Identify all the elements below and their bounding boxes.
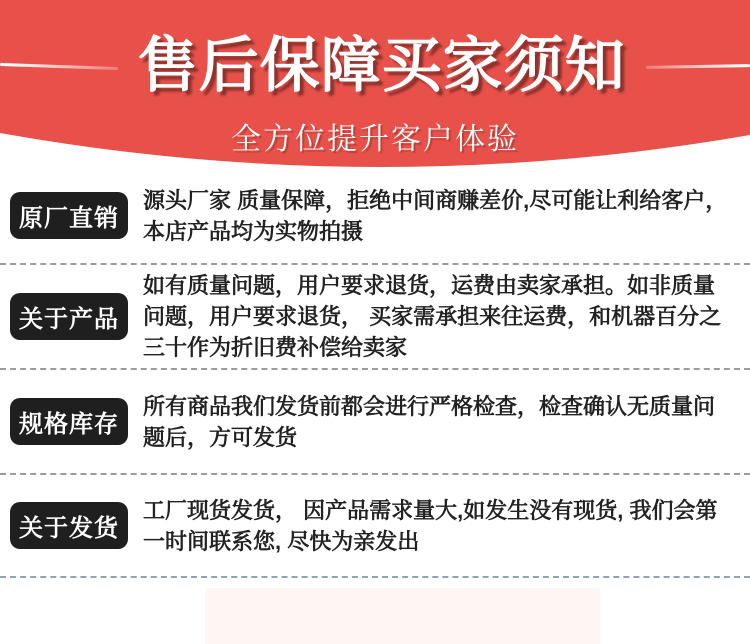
footer-promo-panel — [205, 588, 600, 644]
banner-subtitle: 全方位提升客户体验 — [231, 123, 519, 156]
banner-content — [0, 0, 750, 158]
section-label-badge: 关于发货 — [10, 502, 128, 549]
notice-sections — [0, 168, 750, 578]
section-text: 如有质量问题，用户要求退货，运费由卖家承担。如非质量问题，用户要求退货， 买家需承担来往运费，和机器百分之三十作为折旧费补偿给卖家 — [143, 273, 722, 360]
section-row-about-product — [0, 265, 750, 368]
banner — [0, 0, 750, 168]
banner-title-row — [0, 30, 750, 102]
section-text: 工厂现货发货， 因产品需求量大,如发生没有现货, 我们会第一时间联系您, 尽快为亲发出 — [143, 497, 718, 554]
section-row-about-shipping — [0, 475, 750, 576]
footer-band — [0, 578, 750, 644]
section-text: 所有商品我们发货前都会进行严格检查，检查确认无质量问题后，方可发货 — [143, 393, 716, 450]
section-label-badge: 规格库存 — [10, 398, 128, 445]
page-title: 售后保障买家须知 — [137, 32, 626, 99]
section-text: 源头厂家 质量保障，拒绝中间商赚差价,尽可能让利给客户， 本店产品均为实物拍摄 — [143, 187, 728, 244]
section-row-spec-stock — [0, 370, 750, 473]
section-label-badge: 原厂直销 — [10, 192, 128, 239]
section-label-badge: 关于产品 — [10, 293, 128, 340]
title-decor-line-left — [0, 62, 118, 69]
title-decor-line-right — [646, 64, 750, 69]
